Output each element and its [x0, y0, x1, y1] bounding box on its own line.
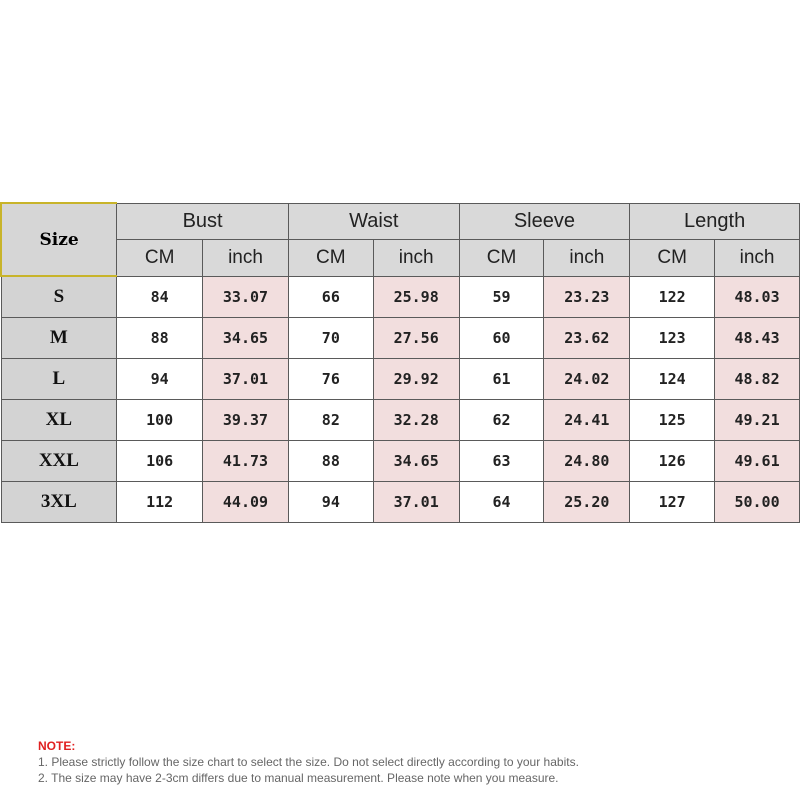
cm-value-cell: 123: [630, 317, 715, 358]
cm-value-cell: 66: [288, 276, 373, 317]
inch-value-cell: 34.65: [373, 440, 459, 481]
unit-header: inch: [373, 239, 459, 276]
inch-value-cell: 49.61: [715, 440, 800, 481]
table-row: [1, 358, 800, 399]
table-row: [1, 276, 800, 317]
inch-value-cell: 48.82: [715, 358, 800, 399]
table-row: [1, 481, 800, 522]
unit-header: CM: [117, 239, 203, 276]
inch-value-cell: 24.41: [544, 399, 630, 440]
unit-header: inch: [203, 239, 289, 276]
size-label: S: [1, 276, 117, 317]
cm-value-cell: 88: [288, 440, 373, 481]
cm-value-cell: 82: [288, 399, 373, 440]
inch-value-cell: 27.56: [373, 317, 459, 358]
inch-value-cell: 37.01: [373, 481, 459, 522]
note-line: 2. The size may have 2-3cm differs due to manual measurement. Please note when you measure.: [38, 771, 559, 785]
inch-value-cell: 49.21: [715, 399, 800, 440]
cm-value-cell: 84: [117, 276, 203, 317]
note-line: 1. Please strictly follow the size chart to select the size. Do not select directly according to your habits.: [38, 755, 579, 769]
inch-value-cell: 34.65: [203, 317, 289, 358]
inch-value-cell: 33.07: [203, 276, 289, 317]
inch-value-cell: 24.02: [544, 358, 630, 399]
waist-header: Waist: [288, 203, 459, 239]
cm-value-cell: 62: [459, 399, 544, 440]
size-label: L: [1, 358, 117, 399]
cm-value-cell: 106: [117, 440, 203, 481]
cm-value-cell: 122: [630, 276, 715, 317]
unit-header: CM: [288, 239, 373, 276]
sleeve-header: Sleeve: [459, 203, 630, 239]
cm-value-cell: 76: [288, 358, 373, 399]
unit-header: CM: [630, 239, 715, 276]
cm-value-cell: 125: [630, 399, 715, 440]
cm-value-cell: 59: [459, 276, 544, 317]
cm-value-cell: 94: [288, 481, 373, 522]
cm-value-cell: 61: [459, 358, 544, 399]
group-header-row: [1, 203, 800, 239]
unit-header-row: [1, 239, 800, 276]
length-header: Length: [630, 203, 800, 239]
inch-value-cell: 23.23: [544, 276, 630, 317]
cm-value-cell: 100: [117, 399, 203, 440]
size-label: XXL: [1, 440, 117, 481]
inch-value-cell: 29.92: [373, 358, 459, 399]
size-label: 3XL: [1, 481, 117, 522]
inch-value-cell: 23.62: [544, 317, 630, 358]
bust-header: Bust: [117, 203, 289, 239]
inch-value-cell: 48.03: [715, 276, 800, 317]
cm-value-cell: 126: [630, 440, 715, 481]
inch-value-cell: 48.43: [715, 317, 800, 358]
size-rows: [1, 276, 800, 522]
cm-value-cell: 70: [288, 317, 373, 358]
inch-value-cell: 50.00: [715, 481, 800, 522]
inch-value-cell: 25.20: [544, 481, 630, 522]
inch-value-cell: 24.80: [544, 440, 630, 481]
cm-value-cell: 88: [117, 317, 203, 358]
inch-value-cell: 37.01: [203, 358, 289, 399]
unit-header: inch: [544, 239, 630, 276]
note-title: NOTE:: [38, 739, 76, 753]
table-row: [1, 440, 800, 481]
inch-value-cell: 39.37: [203, 399, 289, 440]
cm-value-cell: 63: [459, 440, 544, 481]
table-row: [1, 317, 800, 358]
cm-value-cell: 127: [630, 481, 715, 522]
size-chart-table: [0, 202, 800, 523]
size-label: XL: [1, 399, 117, 440]
inch-value-cell: 25.98: [373, 276, 459, 317]
table-row: [1, 399, 800, 440]
unit-header: inch: [715, 239, 800, 276]
cm-value-cell: 64: [459, 481, 544, 522]
note-section: [38, 738, 579, 786]
size-column-header: Size: [1, 203, 117, 276]
unit-header: CM: [459, 239, 544, 276]
size-label: M: [1, 317, 117, 358]
inch-value-cell: 44.09: [203, 481, 289, 522]
cm-value-cell: 60: [459, 317, 544, 358]
cm-value-cell: 112: [117, 481, 203, 522]
inch-value-cell: 41.73: [203, 440, 289, 481]
cm-value-cell: 124: [630, 358, 715, 399]
cm-value-cell: 94: [117, 358, 203, 399]
inch-value-cell: 32.28: [373, 399, 459, 440]
